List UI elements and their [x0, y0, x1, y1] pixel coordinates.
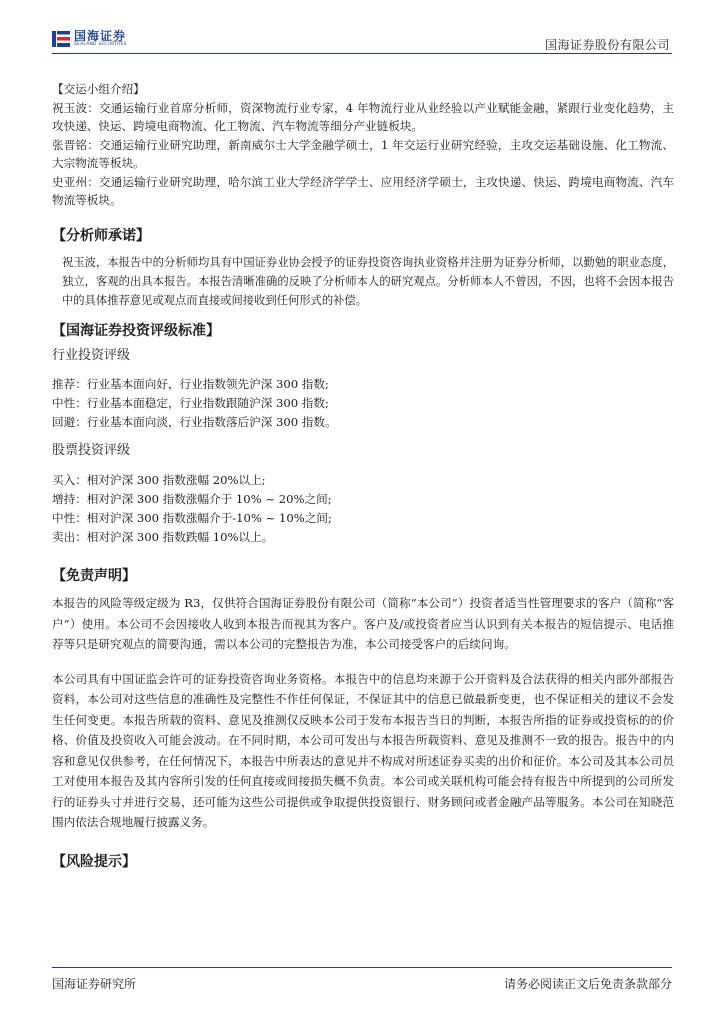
stock-rating-item: 中性：相对沪深 300 指数涨幅介于-10% ~ 10%之间;: [52, 510, 332, 525]
stock-rating-item: 买入：相对沪深 300 指数涨幅 20%以上;: [52, 472, 266, 487]
disclaimer-paragraph: 本公司具有中国证监会许可的证券投资咨询业务资格。本报告中的信息均来源于公开资料及合法获得的相关内部外部报告资料，本公司对这些信息的准确性及完整性不作任何保证，不保证其中的信息已做最新变更，也不保证相关的建议不会发生任何变更。本报告所载的资料、意见及推测仅反映本公司于发布本报告当日的判断，本报告所指的证券或投资标的的价格、价值及投资收入可能会波动。在不同时期，本公司可发出与本报告所载资料、意见及推测不一致的报告。报告中的内容和意见仅供参考，在任何情况下，本报告中所表达的意见并不构成对所述证券买卖的出价和征价。本公司及其本公司员工对使用本报告及其内容所引发的任何直接或间接损失概不负责。本公司或关联机构可能会持有报告中所提到的公司所发行的证券头寸并进行交易，还可能为这些公司提供或争取提供投资银行、财务顾问或者金融产品等服务。本公司在知晓范围内依法合规地履行披露义务。: [52, 671, 674, 829]
page-header: [52, 30, 672, 52]
industry-rating-title: 行业投资评级: [52, 347, 131, 363]
team-member: 张晋铭：交通运输行业研究助理，新南威尔士大学金融学硕士，1 年交运行业研究经验，主攻交运基础设施、化工物流、大宗物流等板块。: [52, 137, 674, 170]
logo-chinese-name: 国海证券: [74, 29, 127, 44]
company-logo: [52, 30, 127, 48]
team-heading: 【交运小组介绍】: [52, 82, 145, 96]
footer-divider: [52, 967, 672, 968]
rating-standard-title: 【国海证券投资评级标准】: [52, 323, 220, 339]
sealand-logo-icon: [52, 30, 70, 48]
disclaimer-paragraph: 本报告的风险等级定级为 R3，仅供符合国海证券股份有限公司（简称“本公司”）投资者适当性管理要求的客户（简称“客户”）使用。本公司不会因接收人收到本报告而视其为客户。客户及/或投资者应当认识到有关本报告的短信提示、电话推荐等只是研究观点的简要沟通，需以本公司的完整报告为准，本公司接受客户的后续问询。: [52, 596, 674, 651]
risk-warning-title: 【风险提示】: [52, 853, 136, 870]
industry-rating-item: 推荐：行业基本面向好，行业指数领先沪深 300 指数;: [52, 377, 329, 391]
logo-english-name: SEALAND SECURITIES: [74, 42, 127, 48]
team-member: 史亚州：交通运输行业研究助理，哈尔滨工业大学经济学学士、应用经济学硕士，主攻快递、快运、跨境电商物流、汽车物流等板块。: [52, 174, 674, 207]
industry-rating-item: 回避：行业基本面向淡，行业指数落后沪深 300 指数。: [52, 415, 337, 429]
header-divider: [52, 53, 672, 54]
analyst-promise-title: 【分析师承诺】: [52, 227, 150, 244]
stock-rating-title: 股票投资评级: [52, 443, 131, 458]
analyst-promise-text: 祝玉波，本报告中的分析师均具有中国证券业协会授予的证券投资咨询执业资格并注册为证券分析师，以勤勉的职业态度，独立，客观的出具本报告。本报告清晰准确的反映了分析师本人的研究观点。分析师本人不曾因，不因，也将不会因本报告中的具体推荐意见或观点而直接或间接收到任何形式的补偿。: [62, 256, 674, 307]
disclaimer-title: 【免责声明】: [52, 567, 136, 584]
industry-rating-item: 中性：行业基本面稳定，行业指数跟随沪深 300 指数;: [52, 396, 329, 410]
paragraph-spacer: [52, 655, 674, 669]
team-member: 祝玉波：交通运输行业首席分析师，资深物流行业专家，4 年物流行业从业经验以产业赋能金融，紧跟行业变化趋势，主攻快递、快运、跨境电商物流、化工物流、汽车物流等细分产业链板块。: [52, 100, 674, 133]
stock-rating-item: 卖出：相对沪深 300 指数跌幅 10%以上。: [52, 529, 274, 544]
footer-disclaimer-note: 请务必阅读正文后免责条款部分: [503, 977, 672, 991]
footer-institute: 国海证券研究所: [52, 977, 137, 991]
header-company-name: 国海证券股份有限公司: [544, 38, 670, 52]
report-body: [52, 80, 674, 871]
stock-rating-item: 增持：相对沪深 300 指数涨幅介于 10% ~ 20%之间;: [52, 491, 332, 506]
